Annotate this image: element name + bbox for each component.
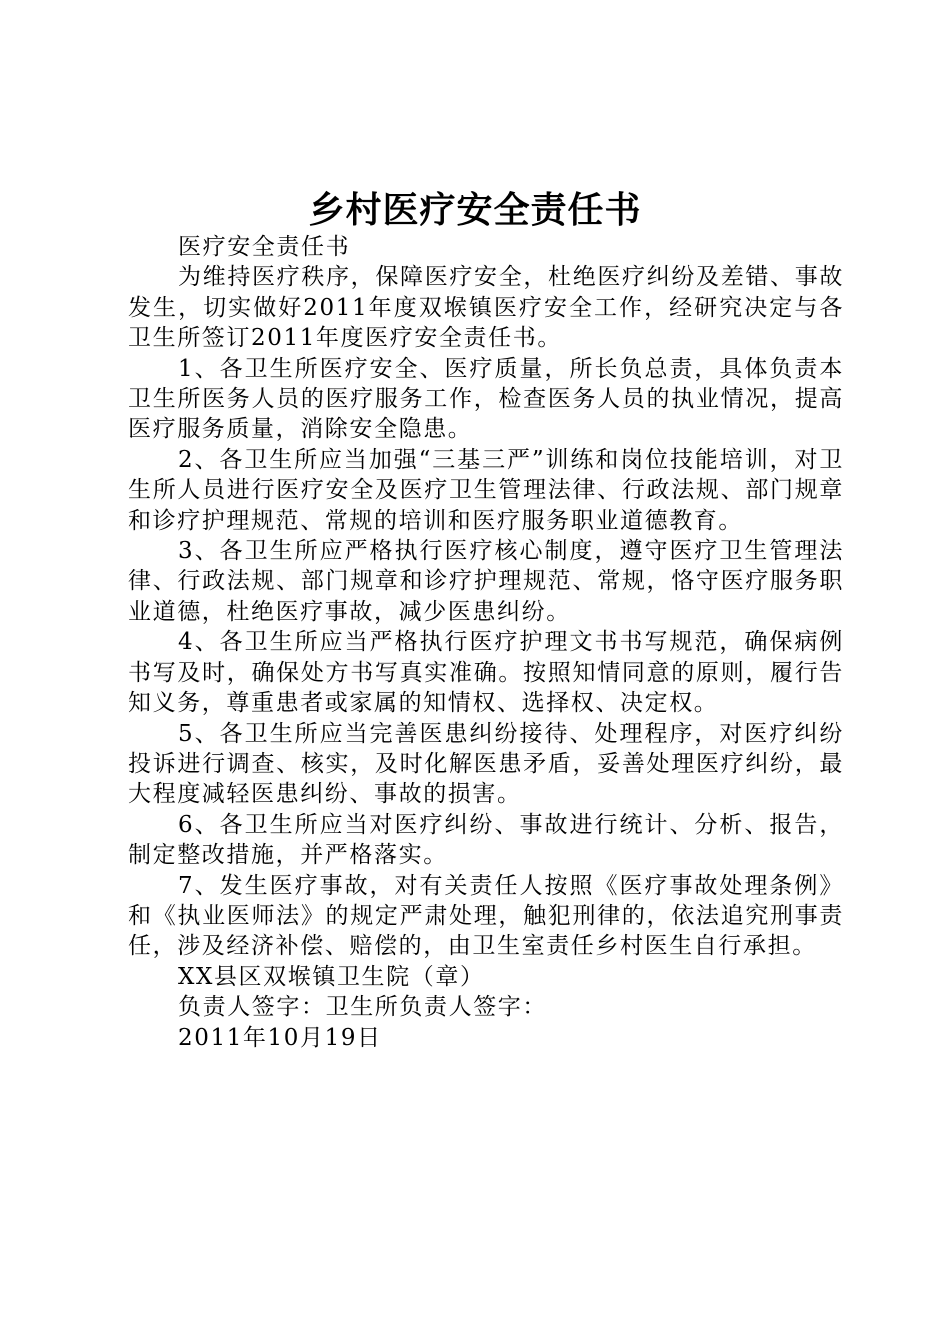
clause-2: 2、各卫生所应当加强“三基三严”训练和岗位技能培训，对卫生所人员进行医疗安全及医疗卫生管理法律、行政法规、部门规章和诊疗护理规范、常规的培训和医疗服务职业道德教育。 — [128, 446, 844, 534]
clause-7: 7、发生医疗事故，对有关责任人按照《医疗事故处理条例》和《执业医师法》的规定严肃处理，触犯刑律的，依法追究刑事责任，涉及经济补偿、赔偿的，由卫生室责任乡村医生自行承担。 — [128, 872, 844, 960]
clause-1: 1、各卫生所医疗安全、医疗质量，所长负总责，具体负责本卫生所医务人员的医疗服务工作，检查医务人员的执业情况，提高医疗服务质量，消除安全隐患。 — [128, 355, 844, 443]
document-title: 乡村医疗安全责任书 — [308, 189, 642, 231]
subtitle-line: 医疗安全责任书 — [178, 234, 351, 260]
intro-paragraph: 为维持医疗秩序，保障医疗安全，杜绝医疗纠纷及差错、事故发生，切实做好2011年度双堠镇医疗安全工作，经研究决定与各卫生所签订2011年度医疗安全责任书。 — [128, 264, 844, 352]
clause-5: 5、各卫生所应当完善医患纠纷接待、处理程序，对医疗纠纷投诉进行调查、核实，及时化解医患矛盾，妥善处理医疗纠纷，最大程度减轻医患纠纷、事故的损害。 — [128, 720, 844, 808]
clause-4: 4、各卫生所应当严格执行医疗护理文书书写规范，确保病例书写及时，确保处方书写真实准确。按照知情同意的原则，履行告知义务，尊重患者或家属的知情权、选择权、决定权。 — [128, 629, 844, 717]
date-line: 2011年10月19日 — [178, 1024, 382, 1051]
clause-6: 6、各卫生所应当对医疗纠纷、事故进行统计、分析、报告，制定整改措施，并严格落实。 — [128, 811, 844, 869]
clause-3: 3、各卫生所应严格执行医疗核心制度，遵守医疗卫生管理法律、行政法规、部门规章和诊疗护理规范、常规，恪守医疗服务职业道德，杜绝医疗事故，减少医患纠纷。 — [128, 538, 844, 625]
signature-line: 负责人签字：卫生所负责人签字： — [178, 994, 547, 1021]
issuer-seal-line: XX县区双堠镇卫生院（章） — [178, 963, 485, 990]
document-body — [128, 232, 844, 1053]
